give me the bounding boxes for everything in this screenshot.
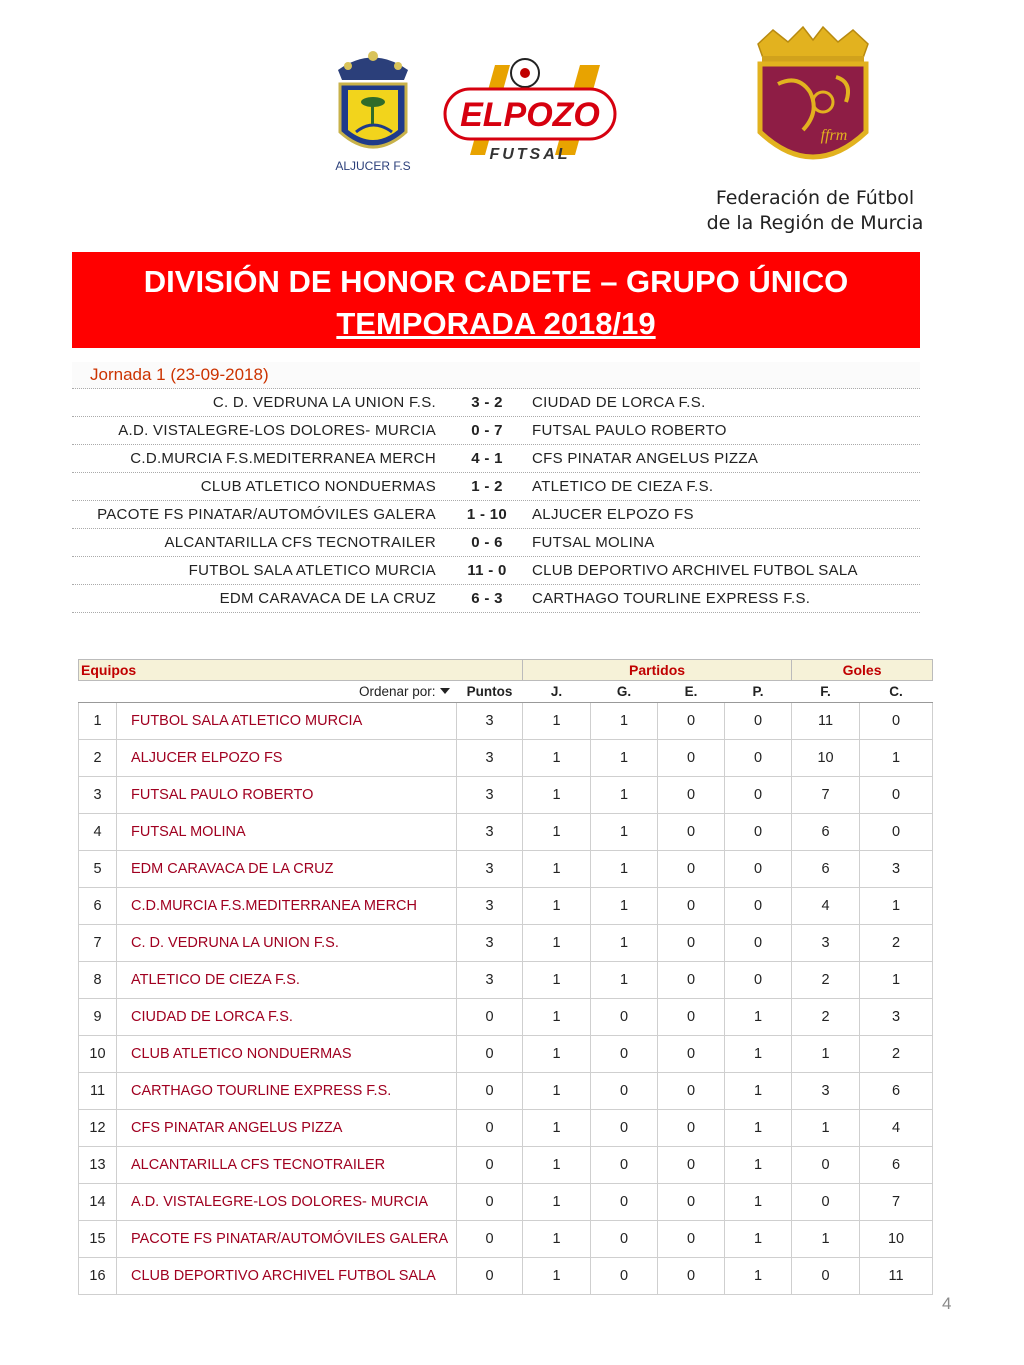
won-cell: 0 <box>591 1073 658 1110</box>
lost-cell: 1 <box>725 1147 792 1184</box>
match-row <box>72 389 920 417</box>
col-goles-contra[interactable]: C. <box>860 681 933 703</box>
points-cell: 3 <box>457 851 523 888</box>
goals-against-cell: 6 <box>860 1147 933 1184</box>
results-rows <box>72 389 920 613</box>
won-cell: 0 <box>591 1221 658 1258</box>
drawn-cell: 0 <box>658 999 725 1036</box>
home-team: C. D. VEDRUNA LA UNION F.S. <box>212 394 436 411</box>
away-team: ATLETICO DE CIEZA F.S. <box>532 478 714 495</box>
position-cell: 2 <box>79 740 117 777</box>
points-cell: 0 <box>457 1073 523 1110</box>
goals-for-cell: 4 <box>792 888 860 925</box>
away-team: FUTSAL PAULO ROBERTO <box>532 422 727 439</box>
goals-against-cell: 1 <box>860 962 933 999</box>
aljucer-fs-crest-logo <box>318 40 428 180</box>
team-name[interactable]: CFS PINATAR ANGELUS PIZZA <box>117 1110 457 1147</box>
won-cell: 0 <box>591 1184 658 1221</box>
position-cell: 11 <box>79 1073 117 1110</box>
team-name[interactable]: PACOTE FS PINATAR/AUTOMÓVILES GALERA <box>117 1221 457 1258</box>
team-name[interactable]: A.D. VISTALEGRE-LOS DOLORES- MURCIA <box>117 1184 457 1221</box>
points-cell: 3 <box>457 703 523 740</box>
match-score: 3 - 2 <box>471 394 503 411</box>
standings-row <box>79 925 933 962</box>
goals-for-cell: 3 <box>792 925 860 962</box>
goals-for-cell: 11 <box>792 703 860 740</box>
played-cell: 1 <box>523 925 591 962</box>
standings-row <box>79 1184 933 1221</box>
standings-row <box>79 888 933 925</box>
points-cell: 3 <box>457 740 523 777</box>
home-team: FUTBOL SALA ATLETICO MURCIA <box>188 562 436 579</box>
home-team: A.D. VISTALEGRE-LOS DOLORES- MURCIA <box>118 422 436 439</box>
played-cell: 1 <box>523 1258 591 1295</box>
home-team: ALCANTARILLA CFS TECNOTRAILER <box>164 534 436 551</box>
order-by-label: Ordenar por: <box>358 684 436 699</box>
elpozo-logo-text: ELPOZO <box>460 96 600 134</box>
points-cell: 0 <box>457 1221 523 1258</box>
goals-for-cell: 6 <box>792 814 860 851</box>
standings-row <box>79 851 933 888</box>
standings-body <box>79 703 933 1295</box>
team-name[interactable]: EDM CARAVACA DE LA CRUZ <box>117 851 457 888</box>
won-cell: 1 <box>591 888 658 925</box>
goals-against-cell: 7 <box>860 1184 933 1221</box>
team-name[interactable]: ALJUCER ELPOZO FS <box>117 740 457 777</box>
goles-header: Goles <box>792 660 933 681</box>
standings-column-header <box>79 681 933 703</box>
goals-against-cell: 2 <box>860 925 933 962</box>
position-cell: 15 <box>79 1221 117 1258</box>
federation-name <box>700 186 930 236</box>
drawn-cell: 0 <box>658 1221 725 1258</box>
won-cell: 0 <box>591 1147 658 1184</box>
position-cell: 14 <box>79 1184 117 1221</box>
elpozo-futsal-logo <box>440 55 620 170</box>
sort-desc-icon[interactable] <box>440 688 450 694</box>
goals-for-cell: 1 <box>792 1110 860 1147</box>
lost-cell: 1 <box>725 999 792 1036</box>
match-row <box>72 585 920 613</box>
played-cell: 1 <box>523 740 591 777</box>
goals-for-cell: 10 <box>792 740 860 777</box>
home-team: PACOTE FS PINATAR/AUTOMÓVILES GALERA <box>97 506 436 523</box>
lost-cell: 1 <box>725 1110 792 1147</box>
drawn-cell: 0 <box>658 777 725 814</box>
points-cell: 0 <box>457 1258 523 1295</box>
lost-cell: 0 <box>725 777 792 814</box>
drawn-cell: 0 <box>658 1036 725 1073</box>
points-cell: 3 <box>457 814 523 851</box>
away-team: CARTHAGO TOURLINE EXPRESS F.S. <box>532 590 811 607</box>
lost-cell: 1 <box>725 1036 792 1073</box>
match-row <box>72 473 920 501</box>
col-goles-favor[interactable]: F. <box>792 681 860 703</box>
match-score: 1 - 10 <box>466 506 508 523</box>
won-cell: 1 <box>591 962 658 999</box>
drawn-cell: 0 <box>658 740 725 777</box>
goals-for-cell: 6 <box>792 851 860 888</box>
won-cell: 1 <box>591 814 658 851</box>
points-cell: 0 <box>457 1036 523 1073</box>
goals-against-cell: 1 <box>860 888 933 925</box>
match-row <box>72 445 920 473</box>
match-row <box>72 529 920 557</box>
team-name[interactable]: CARTHAGO TOURLINE EXPRESS F.S. <box>117 1073 457 1110</box>
won-cell: 0 <box>591 1258 658 1295</box>
standings-row <box>79 962 933 999</box>
won-cell: 1 <box>591 703 658 740</box>
played-cell: 1 <box>523 1184 591 1221</box>
lost-cell: 0 <box>725 851 792 888</box>
col-puntos[interactable]: Puntos <box>457 681 523 703</box>
goals-against-cell: 3 <box>860 999 933 1036</box>
match-row <box>72 417 920 445</box>
goals-against-cell: 11 <box>860 1258 933 1295</box>
col-empatados[interactable]: E. <box>658 681 725 703</box>
won-cell: 0 <box>591 999 658 1036</box>
goals-against-cell: 6 <box>860 1073 933 1110</box>
home-team: EDM CARAVACA DE LA CRUZ <box>219 590 436 607</box>
played-cell: 1 <box>523 1036 591 1073</box>
match-score: 4 - 1 <box>471 450 503 467</box>
lost-cell: 0 <box>725 962 792 999</box>
standings-table <box>78 659 933 1295</box>
team-name[interactable]: FUTBOL SALA ATLETICO MURCIA <box>117 703 457 740</box>
played-cell: 1 <box>523 703 591 740</box>
played-cell: 1 <box>523 777 591 814</box>
page-number: 4 <box>942 1294 952 1313</box>
standings-row <box>79 1221 933 1258</box>
order-by-control[interactable] <box>79 681 457 703</box>
away-team: CIUDAD DE LORCA F.S. <box>532 394 706 411</box>
results-table <box>72 362 920 613</box>
team-name[interactable]: C.D.MURCIA F.S.MEDITERRANEA MERCH <box>117 888 457 925</box>
drawn-cell: 0 <box>658 1073 725 1110</box>
position-cell: 13 <box>79 1147 117 1184</box>
played-cell: 1 <box>523 814 591 851</box>
team-name[interactable]: ATLETICO DE CIEZA F.S. <box>117 962 457 999</box>
lost-cell: 1 <box>725 1184 792 1221</box>
points-cell: 0 <box>457 1147 523 1184</box>
position-cell: 7 <box>79 925 117 962</box>
goals-against-cell: 0 <box>860 777 933 814</box>
home-team: CLUB ATLETICO NONDUERMAS <box>200 478 436 495</box>
aljucer-logo-text: ALJUCER F.S <box>335 159 411 173</box>
away-team: CLUB DEPORTIVO ARCHIVEL FUTBOL SALA <box>532 562 858 579</box>
won-cell: 1 <box>591 925 658 962</box>
points-cell: 3 <box>457 925 523 962</box>
goals-for-cell: 2 <box>792 962 860 999</box>
lost-cell: 0 <box>725 703 792 740</box>
standings-row <box>79 1258 933 1295</box>
goals-for-cell: 2 <box>792 999 860 1036</box>
standings-row <box>79 1110 933 1147</box>
home-team: C.D.MURCIA F.S.MEDITERRANEA MERCH <box>130 450 436 467</box>
goals-for-cell: 3 <box>792 1073 860 1110</box>
played-cell: 1 <box>523 1221 591 1258</box>
drawn-cell: 0 <box>658 703 725 740</box>
partidos-header: Partidos <box>523 660 792 681</box>
goals-for-cell: 0 <box>792 1147 860 1184</box>
points-cell: 0 <box>457 1184 523 1221</box>
match-score: 6 - 3 <box>471 590 503 607</box>
standings-row <box>79 777 933 814</box>
away-team: CFS PINATAR ANGELUS PIZZA <box>532 450 759 467</box>
standings-row <box>79 999 933 1036</box>
won-cell: 1 <box>591 740 658 777</box>
drawn-cell: 0 <box>658 1184 725 1221</box>
team-name[interactable]: CLUB DEPORTIVO ARCHIVEL FUTBOL SALA <box>117 1258 457 1295</box>
match-score: 0 - 7 <box>471 422 503 439</box>
drawn-cell: 0 <box>658 1147 725 1184</box>
standings-row <box>79 703 933 740</box>
position-cell: 12 <box>79 1110 117 1147</box>
lost-cell: 0 <box>725 740 792 777</box>
team-name[interactable]: FUTSAL PAULO ROBERTO <box>117 777 457 814</box>
lost-cell: 0 <box>725 888 792 925</box>
col-jugados[interactable]: J. <box>523 681 591 703</box>
lost-cell: 1 <box>725 1258 792 1295</box>
match-score: 0 - 6 <box>471 534 503 551</box>
played-cell: 1 <box>523 1110 591 1147</box>
lost-cell: 1 <box>725 1073 792 1110</box>
team-name[interactable]: CIUDAD DE LORCA F.S. <box>117 999 457 1036</box>
ffrm-federation-crest-logo <box>748 22 878 182</box>
col-ganados[interactable]: G. <box>591 681 658 703</box>
away-team: FUTSAL MOLINA <box>532 534 655 551</box>
goals-for-cell: 0 <box>792 1184 860 1221</box>
team-name[interactable]: CLUB ATLETICO NONDUERMAS <box>117 1036 457 1073</box>
team-name[interactable]: C. D. VEDRUNA LA UNION F.S. <box>117 925 457 962</box>
match-row <box>72 557 920 585</box>
points-cell: 0 <box>457 999 523 1036</box>
won-cell: 0 <box>591 1110 658 1147</box>
played-cell: 1 <box>523 1073 591 1110</box>
goals-for-cell: 1 <box>792 1036 860 1073</box>
away-team: ALJUCER ELPOZO FS <box>532 506 694 523</box>
drawn-cell: 0 <box>658 925 725 962</box>
drawn-cell: 0 <box>658 851 725 888</box>
goals-against-cell: 3 <box>860 851 933 888</box>
season-title: TEMPORADA 2018/19 <box>336 306 656 341</box>
col-perdidos[interactable]: P. <box>725 681 792 703</box>
played-cell: 1 <box>523 962 591 999</box>
position-cell: 1 <box>79 703 117 740</box>
title-banner <box>72 252 920 348</box>
match-score: 11 - 0 <box>467 562 507 579</box>
drawn-cell: 0 <box>658 814 725 851</box>
lost-cell: 1 <box>725 1221 792 1258</box>
goals-against-cell: 2 <box>860 1036 933 1073</box>
equipos-header: Equipos <box>79 660 523 681</box>
standings-row <box>79 814 933 851</box>
standings-row <box>79 1073 933 1110</box>
elpozo-futsal-text: FUTSAL <box>489 146 571 163</box>
standings-row <box>79 1147 933 1184</box>
division-title: DIVISIÓN DE HONOR CADETE – GRUPO ÚNICO <box>143 264 849 299</box>
position-cell: 9 <box>79 999 117 1036</box>
goals-against-cell: 10 <box>860 1221 933 1258</box>
position-cell: 3 <box>79 777 117 814</box>
standings-group-header <box>79 660 933 681</box>
won-cell: 1 <box>591 851 658 888</box>
position-cell: 5 <box>79 851 117 888</box>
federation-line-2: de la Región de Murcia <box>706 212 924 234</box>
federation-line-1: Federación de Fútbol <box>715 187 915 209</box>
position-cell: 4 <box>79 814 117 851</box>
lost-cell: 0 <box>725 814 792 851</box>
points-cell: 3 <box>457 888 523 925</box>
standings-row <box>79 1036 933 1073</box>
jornada-heading: Jornada 1 (23-09-2018) <box>72 362 920 389</box>
position-cell: 8 <box>79 962 117 999</box>
ffrm-logo-text: ffrm <box>820 127 848 144</box>
position-cell: 6 <box>79 888 117 925</box>
goals-against-cell: 1 <box>860 740 933 777</box>
drawn-cell: 0 <box>658 888 725 925</box>
points-cell: 0 <box>457 1110 523 1147</box>
played-cell: 1 <box>523 888 591 925</box>
drawn-cell: 0 <box>658 1258 725 1295</box>
played-cell: 1 <box>523 851 591 888</box>
drawn-cell: 0 <box>658 1110 725 1147</box>
drawn-cell: 0 <box>658 962 725 999</box>
goals-for-cell: 7 <box>792 777 860 814</box>
lost-cell: 0 <box>725 925 792 962</box>
team-name[interactable]: FUTSAL MOLINA <box>117 814 457 851</box>
points-cell: 3 <box>457 962 523 999</box>
goals-against-cell: 4 <box>860 1110 933 1147</box>
played-cell: 1 <box>523 1147 591 1184</box>
goals-against-cell: 0 <box>860 703 933 740</box>
standings-row <box>79 740 933 777</box>
won-cell: 1 <box>591 777 658 814</box>
goals-for-cell: 0 <box>792 1258 860 1295</box>
goals-against-cell: 0 <box>860 814 933 851</box>
played-cell: 1 <box>523 999 591 1036</box>
position-cell: 16 <box>79 1258 117 1295</box>
match-score: 1 - 2 <box>471 478 503 495</box>
match-row <box>72 501 920 529</box>
goals-for-cell: 1 <box>792 1221 860 1258</box>
points-cell: 3 <box>457 777 523 814</box>
position-cell: 10 <box>79 1036 117 1073</box>
won-cell: 0 <box>591 1036 658 1073</box>
team-name[interactable]: ALCANTARILLA CFS TECNOTRAILER <box>117 1147 457 1184</box>
